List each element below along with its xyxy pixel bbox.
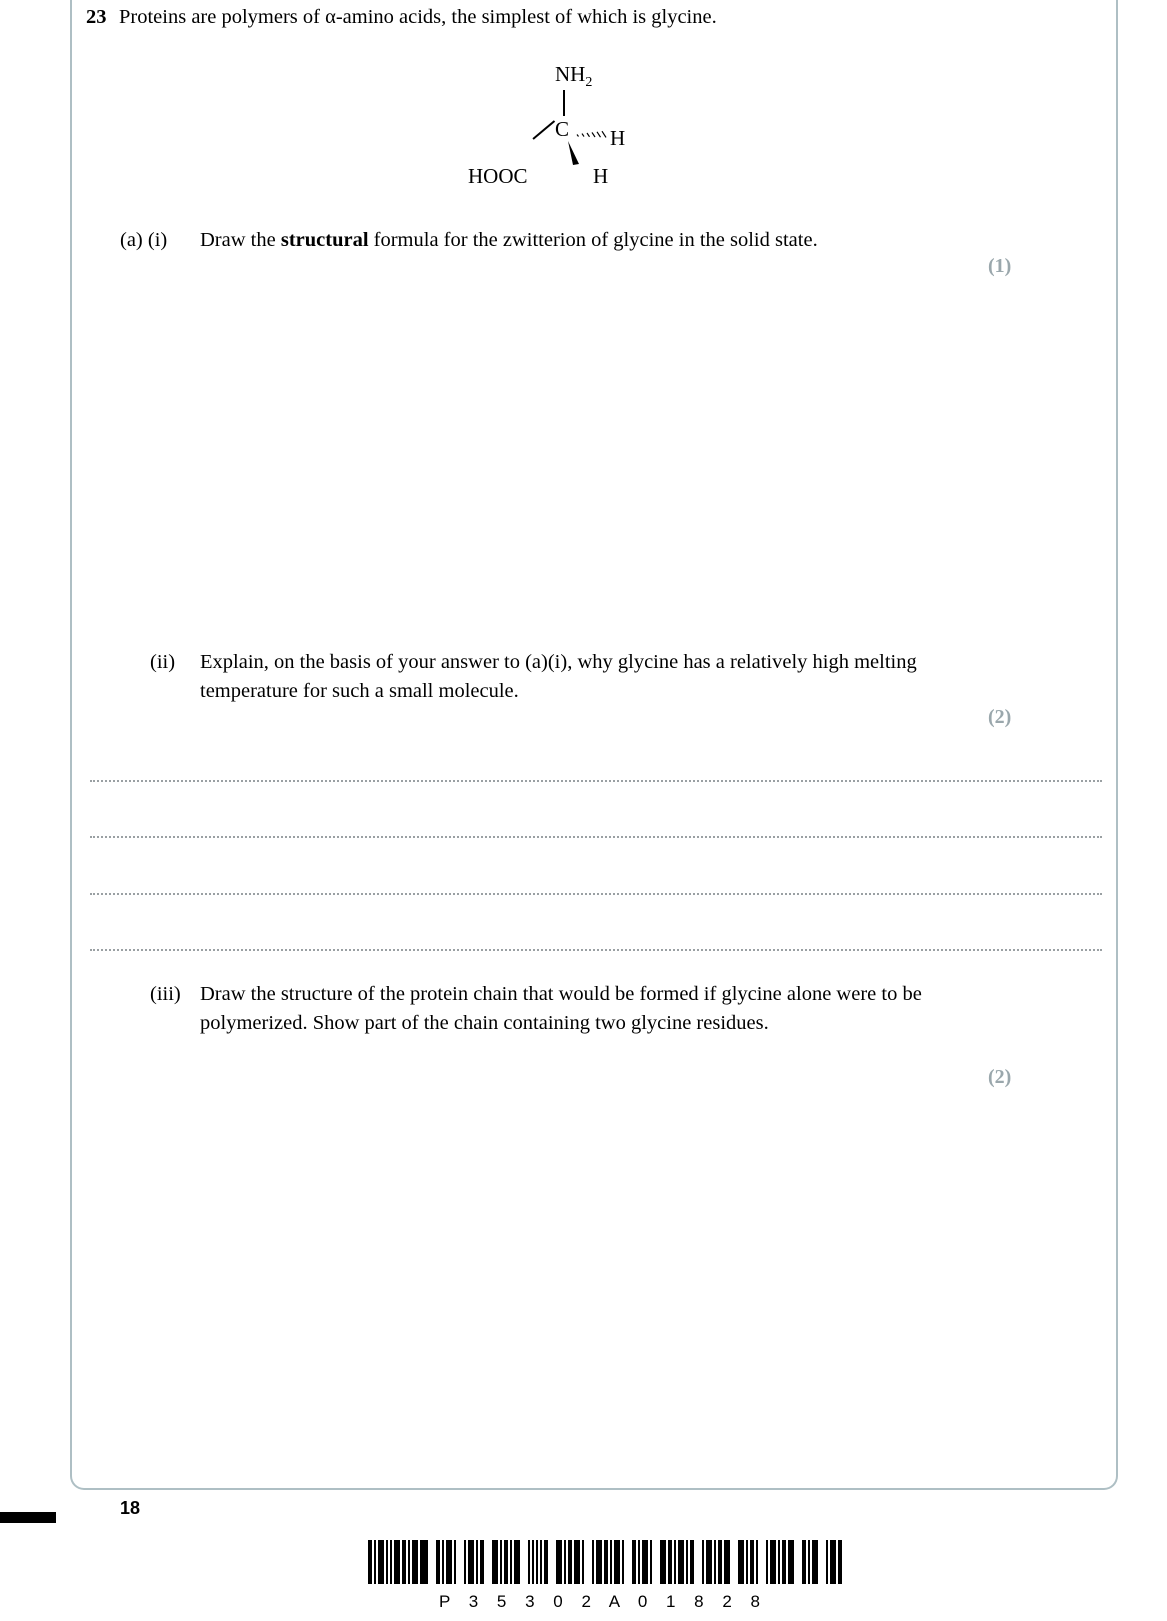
part-a-i-text-bold: structural [280, 229, 369, 251]
part-a-i-marks: (1) [988, 255, 1012, 277]
hydrogen-right-label: H [610, 126, 626, 150]
carboxyl-group-label: HOOC [468, 164, 528, 188]
part-a-i-text-post: formula for the zwitterion of glycine in the solid state. [368, 229, 818, 251]
hydrogen-bottom-label: H [593, 164, 609, 188]
part-a-iii-label: (iii) [150, 983, 181, 1005]
bond-to-carboxyl [532, 120, 555, 139]
part-a-iii [150, 980, 980, 1038]
bond-vertical [563, 90, 565, 116]
part-a-i-text [200, 226, 1020, 255]
answer-line-4[interactable] [90, 949, 1102, 951]
part-a-i-label: (a) (i) [120, 229, 168, 251]
answer-line-1[interactable] [90, 780, 1102, 782]
answer-line-2[interactable] [90, 836, 1102, 838]
part-a-i-text-pre: Draw the [200, 229, 281, 251]
part-a-iii-marks: (2) [988, 1066, 1012, 1088]
barcode [368, 1540, 844, 1584]
answer-space-a-iii[interactable] [90, 1100, 1100, 1470]
amine-group-label: $NH_2$ [555, 62, 593, 91]
part-a-ii-marks: (2) [988, 706, 1012, 728]
part-a-i [120, 226, 1020, 255]
page-number: 18 [120, 1498, 141, 1518]
question-stem: Proteins are polymers of α-amino acids, the simplest of which is glycine. [119, 6, 717, 28]
glycine-structure-diagram [455, 62, 715, 202]
barcode-text: P 3 5 3 0 2 A 0 1 8 2 8 [439, 1592, 767, 1611]
part-a-ii-text: Explain, on the basis of your answer to (a)(i), why glycine has a relatively high melting temperature for such a small molecule. [200, 651, 917, 702]
part-a-iii-text: Draw the structure of the protein chain that would be formed if glycine alone were to be polymerized. Show part of the chain containing two glycine residues. [200, 983, 922, 1034]
part-a-ii-label: (ii) [150, 651, 176, 673]
question-heading [86, 4, 1066, 30]
page-edge-marker [0, 1512, 56, 1523]
answer-line-3[interactable] [90, 893, 1102, 895]
question-number: 23 [86, 6, 107, 28]
part-a-ii [150, 648, 990, 706]
central-carbon-label: C [555, 117, 570, 141]
